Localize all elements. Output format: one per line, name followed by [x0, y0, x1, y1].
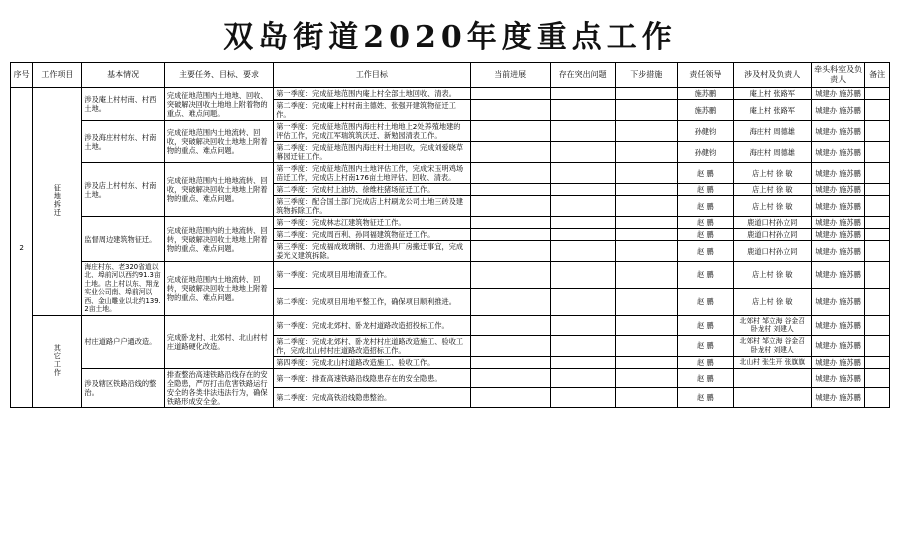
cell-seq: 2	[11, 88, 33, 408]
cell-goal: 第三季度：配合国土部门完成店上村刷龙公司土地三砖及建筑物拆除工作。	[274, 196, 470, 217]
cell-group-zhengdi	[33, 88, 82, 316]
cell-goal: 第二季度：完成周百利、孙同福建筑物征迁工作。	[274, 229, 470, 241]
cell-basic: 村庄道路户户通改造。	[82, 315, 165, 368]
cell-lead: 赵 鹏	[677, 241, 733, 262]
cell-step	[615, 388, 677, 408]
table-row	[11, 121, 890, 142]
cell-step	[615, 368, 677, 388]
header-note: 备注	[865, 63, 890, 88]
cell-note	[865, 163, 890, 184]
cell-step	[615, 88, 677, 100]
cell-problem	[550, 100, 615, 121]
cell-village: 鹿道口村孙立同	[733, 217, 811, 229]
cell-problem	[550, 368, 615, 388]
cell-progress	[470, 388, 550, 408]
cell-village: 店上村 徐 敏	[733, 196, 811, 217]
cell-dept: 城建办 施苏鹏	[811, 241, 865, 262]
cell-lead: 赵 鹏	[677, 163, 733, 184]
cell-progress	[470, 100, 550, 121]
cell-note	[865, 142, 890, 163]
cell-progress	[470, 288, 550, 315]
cell-dept: 城建办 施苏鹏	[811, 88, 865, 100]
cell-progress	[470, 184, 550, 196]
cell-task: 完成征地范围内土地流转、回转，突破解决回收土地地上附着物的重点、难点问题。	[164, 262, 273, 316]
cell-task: 完成征地范围内土地地、回收、突破解决回收土地地上附着物的重点、难点问题。	[164, 88, 273, 121]
cell-progress	[470, 196, 550, 217]
cell-goal: 第二季度：完成项目用地平整工作，确保项目顺利推进。	[274, 288, 470, 315]
cell-problem	[550, 184, 615, 196]
cell-goal: 第二季度：完成征地范围内海庄村土地回收，完成刘爱晓草幕园迁征工作。	[274, 142, 470, 163]
cell-dept: 城建办 施苏鹏	[811, 100, 865, 121]
cell-dept: 城建办 施苏鹏	[811, 315, 865, 335]
cell-note	[865, 229, 890, 241]
cell-lead: 赵 鹏	[677, 229, 733, 241]
cell-note	[865, 121, 890, 142]
cell-basic: 涉及辖区铁路沿线的整治。	[82, 368, 165, 407]
cell-dept: 城建办 施苏鹏	[811, 229, 865, 241]
cell-dept: 城建办 施苏鹏	[811, 335, 865, 356]
cell-problem	[550, 315, 615, 335]
cell-step	[615, 121, 677, 142]
cell-lead: 施苏鹏	[677, 88, 733, 100]
cell-dept: 城建办 施苏鹏	[811, 163, 865, 184]
cell-note	[865, 288, 890, 315]
cell-progress	[470, 142, 550, 163]
cell-goal: 第二季度：完成庵上村村南主德姓、张强开建筑物征迁工作。	[274, 100, 470, 121]
cell-goal: 第一季度：完成项目用地清查工作。	[274, 262, 470, 289]
cell-lead: 赵 鹏	[677, 262, 733, 289]
cell-dept: 城建办 施苏鹏	[811, 356, 865, 368]
cell-progress	[470, 315, 550, 335]
cell-step	[615, 288, 677, 315]
cell-village: 北郊村 邹立海 谷金召 卧龙村 刘建人	[733, 335, 811, 356]
cell-problem	[550, 229, 615, 241]
cell-village: 庵上村 张路军	[733, 88, 811, 100]
cell-group-other	[33, 315, 82, 407]
cell-problem	[550, 121, 615, 142]
cell-lead: 赵 鹏	[677, 217, 733, 229]
cell-progress	[470, 217, 550, 229]
header-progress: 当前进展	[470, 63, 550, 88]
cell-dept: 城建办 施苏鹏	[811, 368, 865, 388]
cell-problem	[550, 163, 615, 184]
cell-problem	[550, 262, 615, 289]
cell-problem	[550, 288, 615, 315]
group-label-zhengdi: 征地拆迁	[53, 184, 63, 217]
group-label-other: 其它工作	[53, 343, 63, 377]
cell-lead: 赵 鹏	[677, 184, 733, 196]
cell-village: 店上村 徐 敏	[733, 262, 811, 289]
cell-step	[615, 335, 677, 356]
cell-progress	[470, 368, 550, 388]
cell-goal: 第二季度：完成北郊村、卧龙村村庄道路改造施工、验收工作，完成北山村村庄道路改造招标工作。	[274, 335, 470, 356]
cell-problem	[550, 356, 615, 368]
table-row	[11, 88, 890, 100]
cell-note	[865, 262, 890, 289]
table-row	[11, 315, 890, 335]
cell-note	[865, 217, 890, 229]
cell-progress	[470, 335, 550, 356]
cell-dept: 城建办 施苏鹏	[811, 184, 865, 196]
cell-step	[615, 217, 677, 229]
cell-lead: 赵 鹏	[677, 368, 733, 388]
cell-village: 鹿道口村孙立同	[733, 229, 811, 241]
cell-village: 店上村 徐 敏	[733, 184, 811, 196]
cell-step	[615, 241, 677, 262]
page-title: 双岛街道2020年度重点工作	[223, 20, 677, 55]
cell-progress	[470, 121, 550, 142]
cell-task: 完成征地范围内的土地流转、回转，突破解决回收土地地上附着物的重点、难点问题。	[164, 217, 273, 262]
cell-lead: 赵 鹏	[677, 196, 733, 217]
cell-goal: 第一季度：排查高速铁路沿线隐患存在的安全隐患。	[274, 368, 470, 388]
header-goal: 工作目标	[274, 63, 470, 88]
cell-note	[865, 196, 890, 217]
cell-progress	[470, 356, 550, 368]
header-task: 主要任务、目标、要求	[164, 63, 273, 88]
cell-step	[615, 100, 677, 121]
cell-basic: 海庄村东、老320省道以北、埠前河以西约91.3亩土地。店上村以东、翔龙实业公司南、埠前河以西、金山雕业以北约139.2亩土地。	[82, 262, 165, 316]
cell-note	[865, 388, 890, 408]
cell-basic: 涉及店上村村东、村南土地。	[82, 163, 165, 217]
cell-progress	[470, 241, 550, 262]
cell-note	[865, 356, 890, 368]
cell-village	[733, 388, 811, 408]
cell-village: 店上村 徐 敏	[733, 288, 811, 315]
cell-village: 鹿道口村孙立同	[733, 241, 811, 262]
cell-progress	[470, 262, 550, 289]
header-lead: 责任领导	[677, 63, 733, 88]
cell-goal: 第二季度：完成村上油坊、徐维柱猪场征迁工作。	[274, 184, 470, 196]
cell-note	[865, 100, 890, 121]
cell-step	[615, 356, 677, 368]
cell-lead: 赵 鹏	[677, 315, 733, 335]
cell-village: 庵上村 张路军	[733, 100, 811, 121]
cell-dept: 城建办 施苏鹏	[811, 121, 865, 142]
cell-step	[615, 196, 677, 217]
cell-step	[615, 315, 677, 335]
cell-step	[615, 229, 677, 241]
cell-basic: 涉及庵上村村南、村西土地。	[82, 88, 165, 121]
cell-note	[865, 88, 890, 100]
cell-step	[615, 163, 677, 184]
cell-village: 北山村 张生开 张旗旗	[733, 356, 811, 368]
cell-note	[865, 335, 890, 356]
table-row	[11, 217, 890, 229]
header-dept: 牵头科室及负责人	[811, 63, 865, 88]
cell-goal: 第四季度：完成北山村道路改造施工、验收工作。	[274, 356, 470, 368]
cell-problem	[550, 217, 615, 229]
cell-lead: 赵 鹏	[677, 335, 733, 356]
cell-basic: 监督周边建筑物征迁。	[82, 217, 165, 262]
cell-dept: 城建办 施苏鹏	[811, 142, 865, 163]
cell-goal: 第三季度：完成福成玻璃钢、力进渔具厂房搬迁事宜，完成姜光义建筑拆除。	[274, 241, 470, 262]
cell-dept: 城建办 施苏鹏	[811, 217, 865, 229]
cell-goal: 第一季度：完成征地范围内海庄村土地地上2处养殖地建的评估工作，完成江军瑞筑筑沃迁、新勉园清表工作。	[274, 121, 470, 142]
cell-goal: 第二季度：完成高铁沿线隐患整治。	[274, 388, 470, 408]
cell-progress	[470, 163, 550, 184]
cell-step	[615, 262, 677, 289]
table-header-row	[11, 63, 890, 88]
cell-goal: 第一季度：完成征地范围内庵上村全部土地回收、清表。	[274, 88, 470, 100]
cell-progress	[470, 88, 550, 100]
cell-task: 排查整治高速铁路沿线存在的安全隐患，严厉打击危害铁路运行安全的各类非法违法行为，确保铁路形成安全金。	[164, 368, 273, 407]
cell-dept: 城建办 施苏鹏	[811, 262, 865, 289]
cell-problem	[550, 88, 615, 100]
cell-lead: 赵 鹏	[677, 388, 733, 408]
cell-lead: 孙健钧	[677, 121, 733, 142]
cell-basic: 涉及海庄村村东、村南土地。	[82, 121, 165, 163]
cell-village: 店上村 徐 敏	[733, 163, 811, 184]
cell-goal: 第一季度：完成北郊村、卧龙村道路改造招投标工作。	[274, 315, 470, 335]
cell-note	[865, 368, 890, 388]
table-row	[11, 368, 890, 388]
header-village: 涉及村及负责人	[733, 63, 811, 88]
cell-village	[733, 368, 811, 388]
cell-step	[615, 142, 677, 163]
cell-note	[865, 184, 890, 196]
cell-step	[615, 184, 677, 196]
cell-problem	[550, 388, 615, 408]
cell-lead: 孙健钧	[677, 142, 733, 163]
cell-village: 海庄村 周德雄	[733, 121, 811, 142]
table-row	[11, 262, 890, 289]
cell-lead: 赵 鹏	[677, 356, 733, 368]
header-step: 下步措施	[615, 63, 677, 88]
header-problem: 存在突出问题	[550, 63, 615, 88]
cell-problem	[550, 241, 615, 262]
cell-note	[865, 315, 890, 335]
work-plan-table	[10, 62, 890, 408]
cell-problem	[550, 335, 615, 356]
cell-goal: 第一季度：完成林志江建筑物征迁工作。	[274, 217, 470, 229]
cell-task: 完成征地范围内土地地流转、回收，突破解决回收土地地上附着物的重点、难点问题。	[164, 163, 273, 217]
header-basic: 基本情况	[82, 63, 165, 88]
cell-note	[865, 241, 890, 262]
cell-task: 完成卧龙村、北郊村、北山村村庄道路硬化改造。	[164, 315, 273, 368]
cell-dept: 城建办 施苏鹏	[811, 196, 865, 217]
cell-progress	[470, 229, 550, 241]
cell-dept: 城建办 施苏鹏	[811, 388, 865, 408]
header-seq: 序号	[11, 63, 33, 88]
cell-lead: 施苏鹏	[677, 100, 733, 121]
cell-village: 北郊村 邹立海 谷金召 卧龙村 刘建人	[733, 315, 811, 335]
cell-task: 完成征地范围内土地流转、回收，突破解决回收土地地上附着物的重点、难点问题。	[164, 121, 273, 163]
cell-lead: 赵 鹏	[677, 288, 733, 315]
cell-village: 海庄村 周德雄	[733, 142, 811, 163]
header-project: 工作项目	[33, 63, 82, 88]
table-row	[11, 163, 890, 184]
cell-goal: 第一季度：完成征地范围内土地评估工作，完成宋玉明鸡场苗迁工作，完成店上村南176亩土地评估、回收、清表。	[274, 163, 470, 184]
cell-problem	[550, 196, 615, 217]
cell-dept: 城建办 施苏鹏	[811, 288, 865, 315]
cell-problem	[550, 142, 615, 163]
